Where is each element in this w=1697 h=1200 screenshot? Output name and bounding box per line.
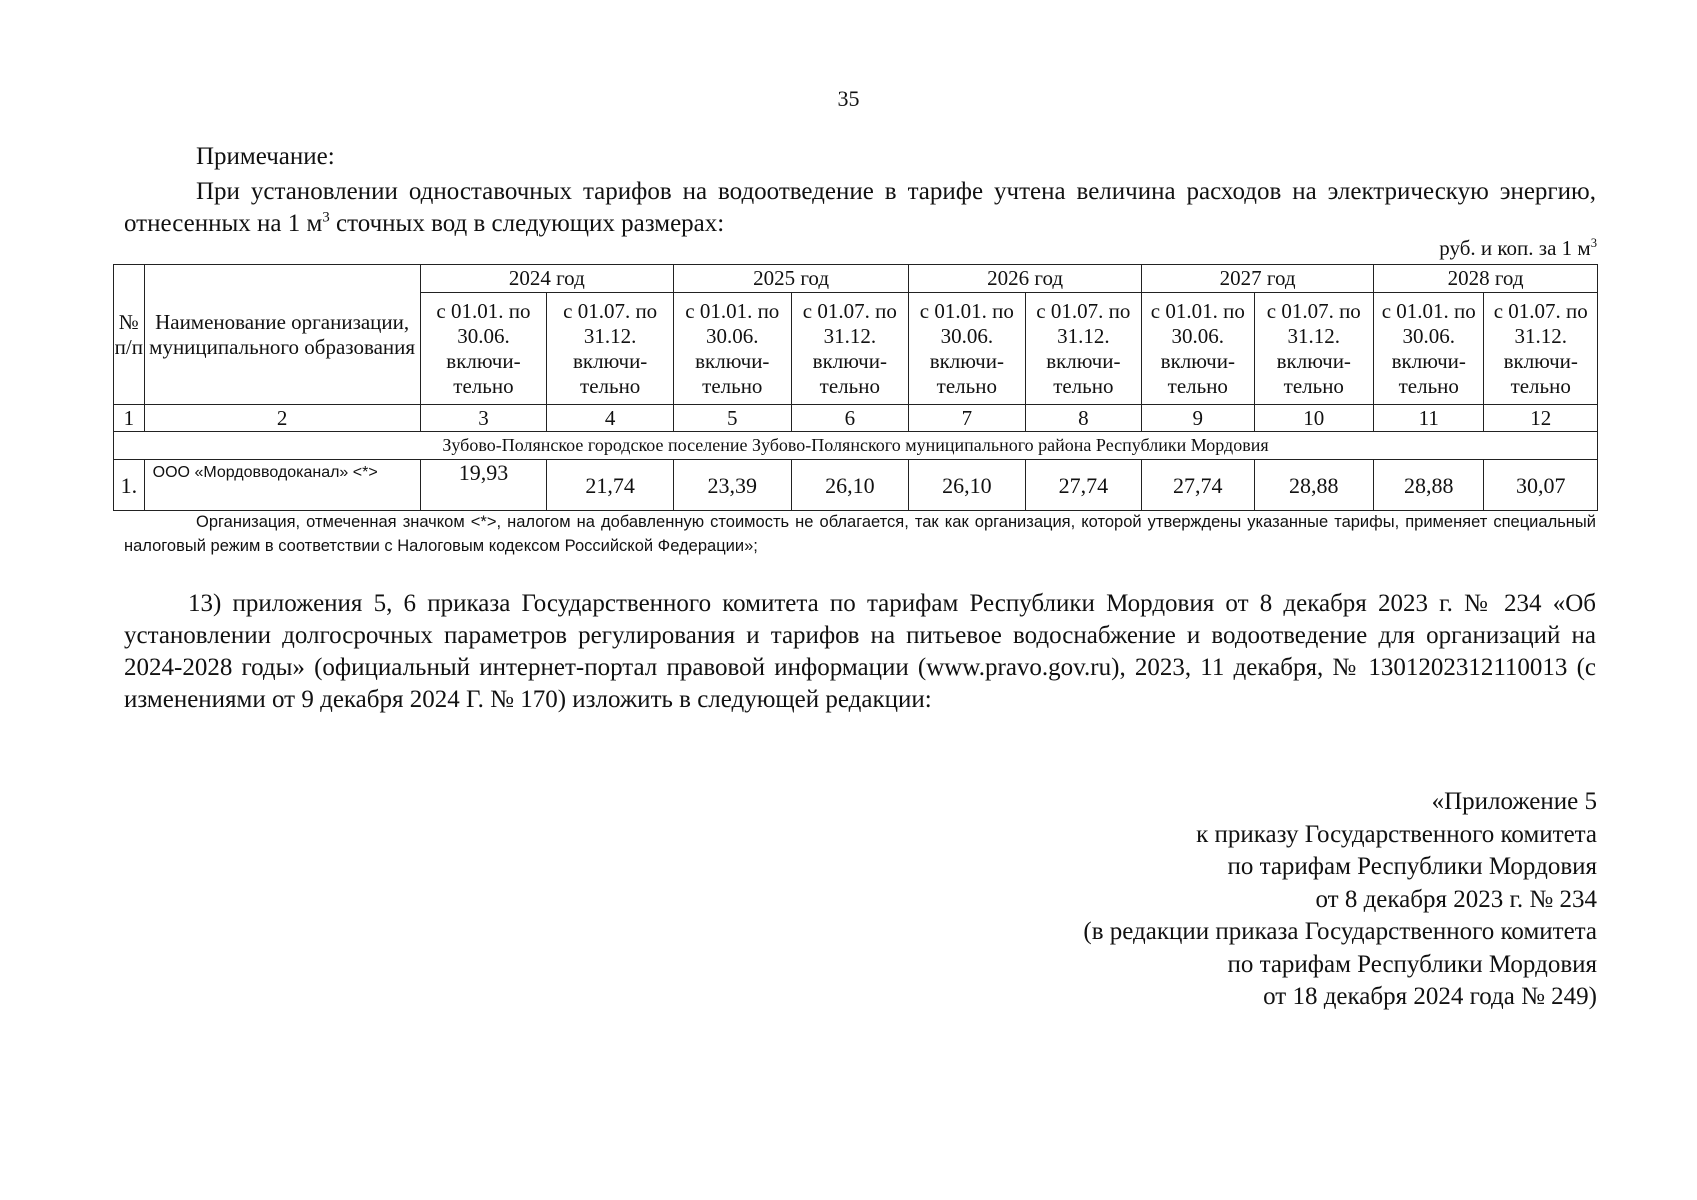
column-number: 3	[420, 405, 547, 432]
column-number: 1	[114, 405, 145, 432]
table-row	[114, 460, 1598, 511]
tariff-cell: 27,74	[1142, 460, 1254, 511]
appendix-heading	[897, 786, 1597, 1014]
tariff-cell: 27,74	[1025, 460, 1142, 511]
period-header: с 01.07. по 31.12. включи- тельно	[547, 293, 674, 405]
unit-label	[1439, 236, 1597, 261]
tariff-cell: 30,07	[1484, 460, 1598, 511]
column-number: 2	[144, 405, 420, 432]
period-header: с 01.01. по 30.06. включи- тельно	[420, 293, 547, 405]
appendix-line: по тарифам Республики Мордовия	[1227, 950, 1597, 978]
tariff-cell: 19,93	[420, 460, 547, 511]
column-number: 7	[909, 405, 1026, 432]
section-row	[114, 432, 1598, 460]
year-header: 2027 год	[1142, 265, 1374, 293]
column-number: 11	[1374, 405, 1484, 432]
col-header-name: Наименование организации, муниципального образования	[144, 265, 420, 405]
period-header: с 01.07. по 31.12. включи- тельно	[791, 293, 909, 405]
tariff-cell: 26,10	[791, 460, 909, 511]
appendix-line: «Приложение 5	[1431, 788, 1597, 815]
footnote: Организация, отмеченная значком <*>, налогом на добавленную стоимость не облагается, так как организация, которой утверждены указанные тарифы, применяет специальный налоговый режим в соответствии с Налоговым кодексом Российской Федерации»;	[124, 513, 1596, 555]
tariff-cell: 28,88	[1374, 460, 1484, 511]
table-header-years	[114, 265, 1598, 293]
page-number: 35	[837, 86, 860, 111]
section-title: Зубово-Полянское городское поселение Зубово-Полянского муниципального района Республики Мордовия	[114, 432, 1598, 460]
paragraph-item-13: 13) приложения 5, 6 приказа Государственного комитета по тарифам Республики Мордовия от 8 декабря 2023 г. № 234 «Об установлении долгосрочных параметров регулирования и тарифов на питьевое водоснабжение и водоотведение для организаций на 2024-2028 годы» (официальный интернет-портал правовой информации (www.pravo.gov.ru), 2023, 11 декабря, № 1301202312110013 (с изменениями от 9 декабря 2024 Г. № 170) изложить в следующей редакции:	[124, 590, 1596, 713]
appendix-line: к приказу Государственного комитета	[1196, 820, 1597, 848]
tariff-cell: 26,10	[909, 460, 1026, 511]
period-header: с 01.01. по 30.06. включи- тельно	[1374, 293, 1484, 405]
note-text-end: сточных вод в следующих размерах:	[329, 210, 725, 237]
row-number: 1.	[114, 460, 145, 511]
note-text-main: При установлении одноставочных тарифов на водоотведение в тарифе учтена величина расходов на электрическую энергию, отнесенных на 1 м	[124, 178, 1596, 237]
tariff-table	[113, 264, 1598, 511]
appendix-line: от 8 декабря 2023 г. № 234	[1315, 885, 1597, 913]
period-header: с 01.01. по 30.06. включи- тельно	[1142, 293, 1254, 405]
appendix-line: (в редакции приказа Государственного комитета	[1083, 918, 1597, 945]
appendix-line: по тарифам Республики Мордовия	[1227, 853, 1597, 880]
column-number: 8	[1025, 405, 1142, 432]
note-heading: Примечание:	[196, 143, 335, 170]
year-header: 2028 год	[1374, 265, 1598, 293]
unit-label-superscript: 3	[1590, 236, 1597, 250]
column-number: 5	[674, 405, 792, 432]
appendix-line: от 18 декабря 2024 года № 249)	[1263, 983, 1597, 1010]
column-number: 4	[547, 405, 674, 432]
tariff-cell: 28,88	[1254, 460, 1374, 511]
column-number: 10	[1254, 405, 1374, 432]
period-header: с 01.07. по 31.12. включи- тельно	[1484, 293, 1598, 405]
year-header: 2025 год	[674, 265, 909, 293]
period-header: с 01.01. по 30.06. включи- тельно	[909, 293, 1026, 405]
period-header: с 01.07. по 31.12. включи- тельно	[1025, 293, 1142, 405]
period-header: с 01.07. по 31.12. включи- тельно	[1254, 293, 1374, 405]
column-number: 6	[791, 405, 909, 432]
tariff-cell: 21,74	[547, 460, 674, 511]
column-number: 12	[1484, 405, 1598, 432]
note-superscript: 3	[322, 209, 330, 226]
organization-name: ООО «Мордовводоканал» <*>	[144, 460, 420, 511]
column-number: 9	[1142, 405, 1254, 432]
year-header: 2026 год	[909, 265, 1142, 293]
col-header-number: № п/п	[114, 265, 145, 405]
note-text	[124, 176, 1596, 240]
unit-label-text: руб. и коп. за 1 м	[1439, 236, 1591, 260]
period-header: с 01.01. по 30.06. включи- тельно	[674, 293, 792, 405]
tariff-cell: 23,39	[674, 460, 792, 511]
year-header: 2024 год	[420, 265, 673, 293]
column-number-row	[114, 405, 1598, 432]
